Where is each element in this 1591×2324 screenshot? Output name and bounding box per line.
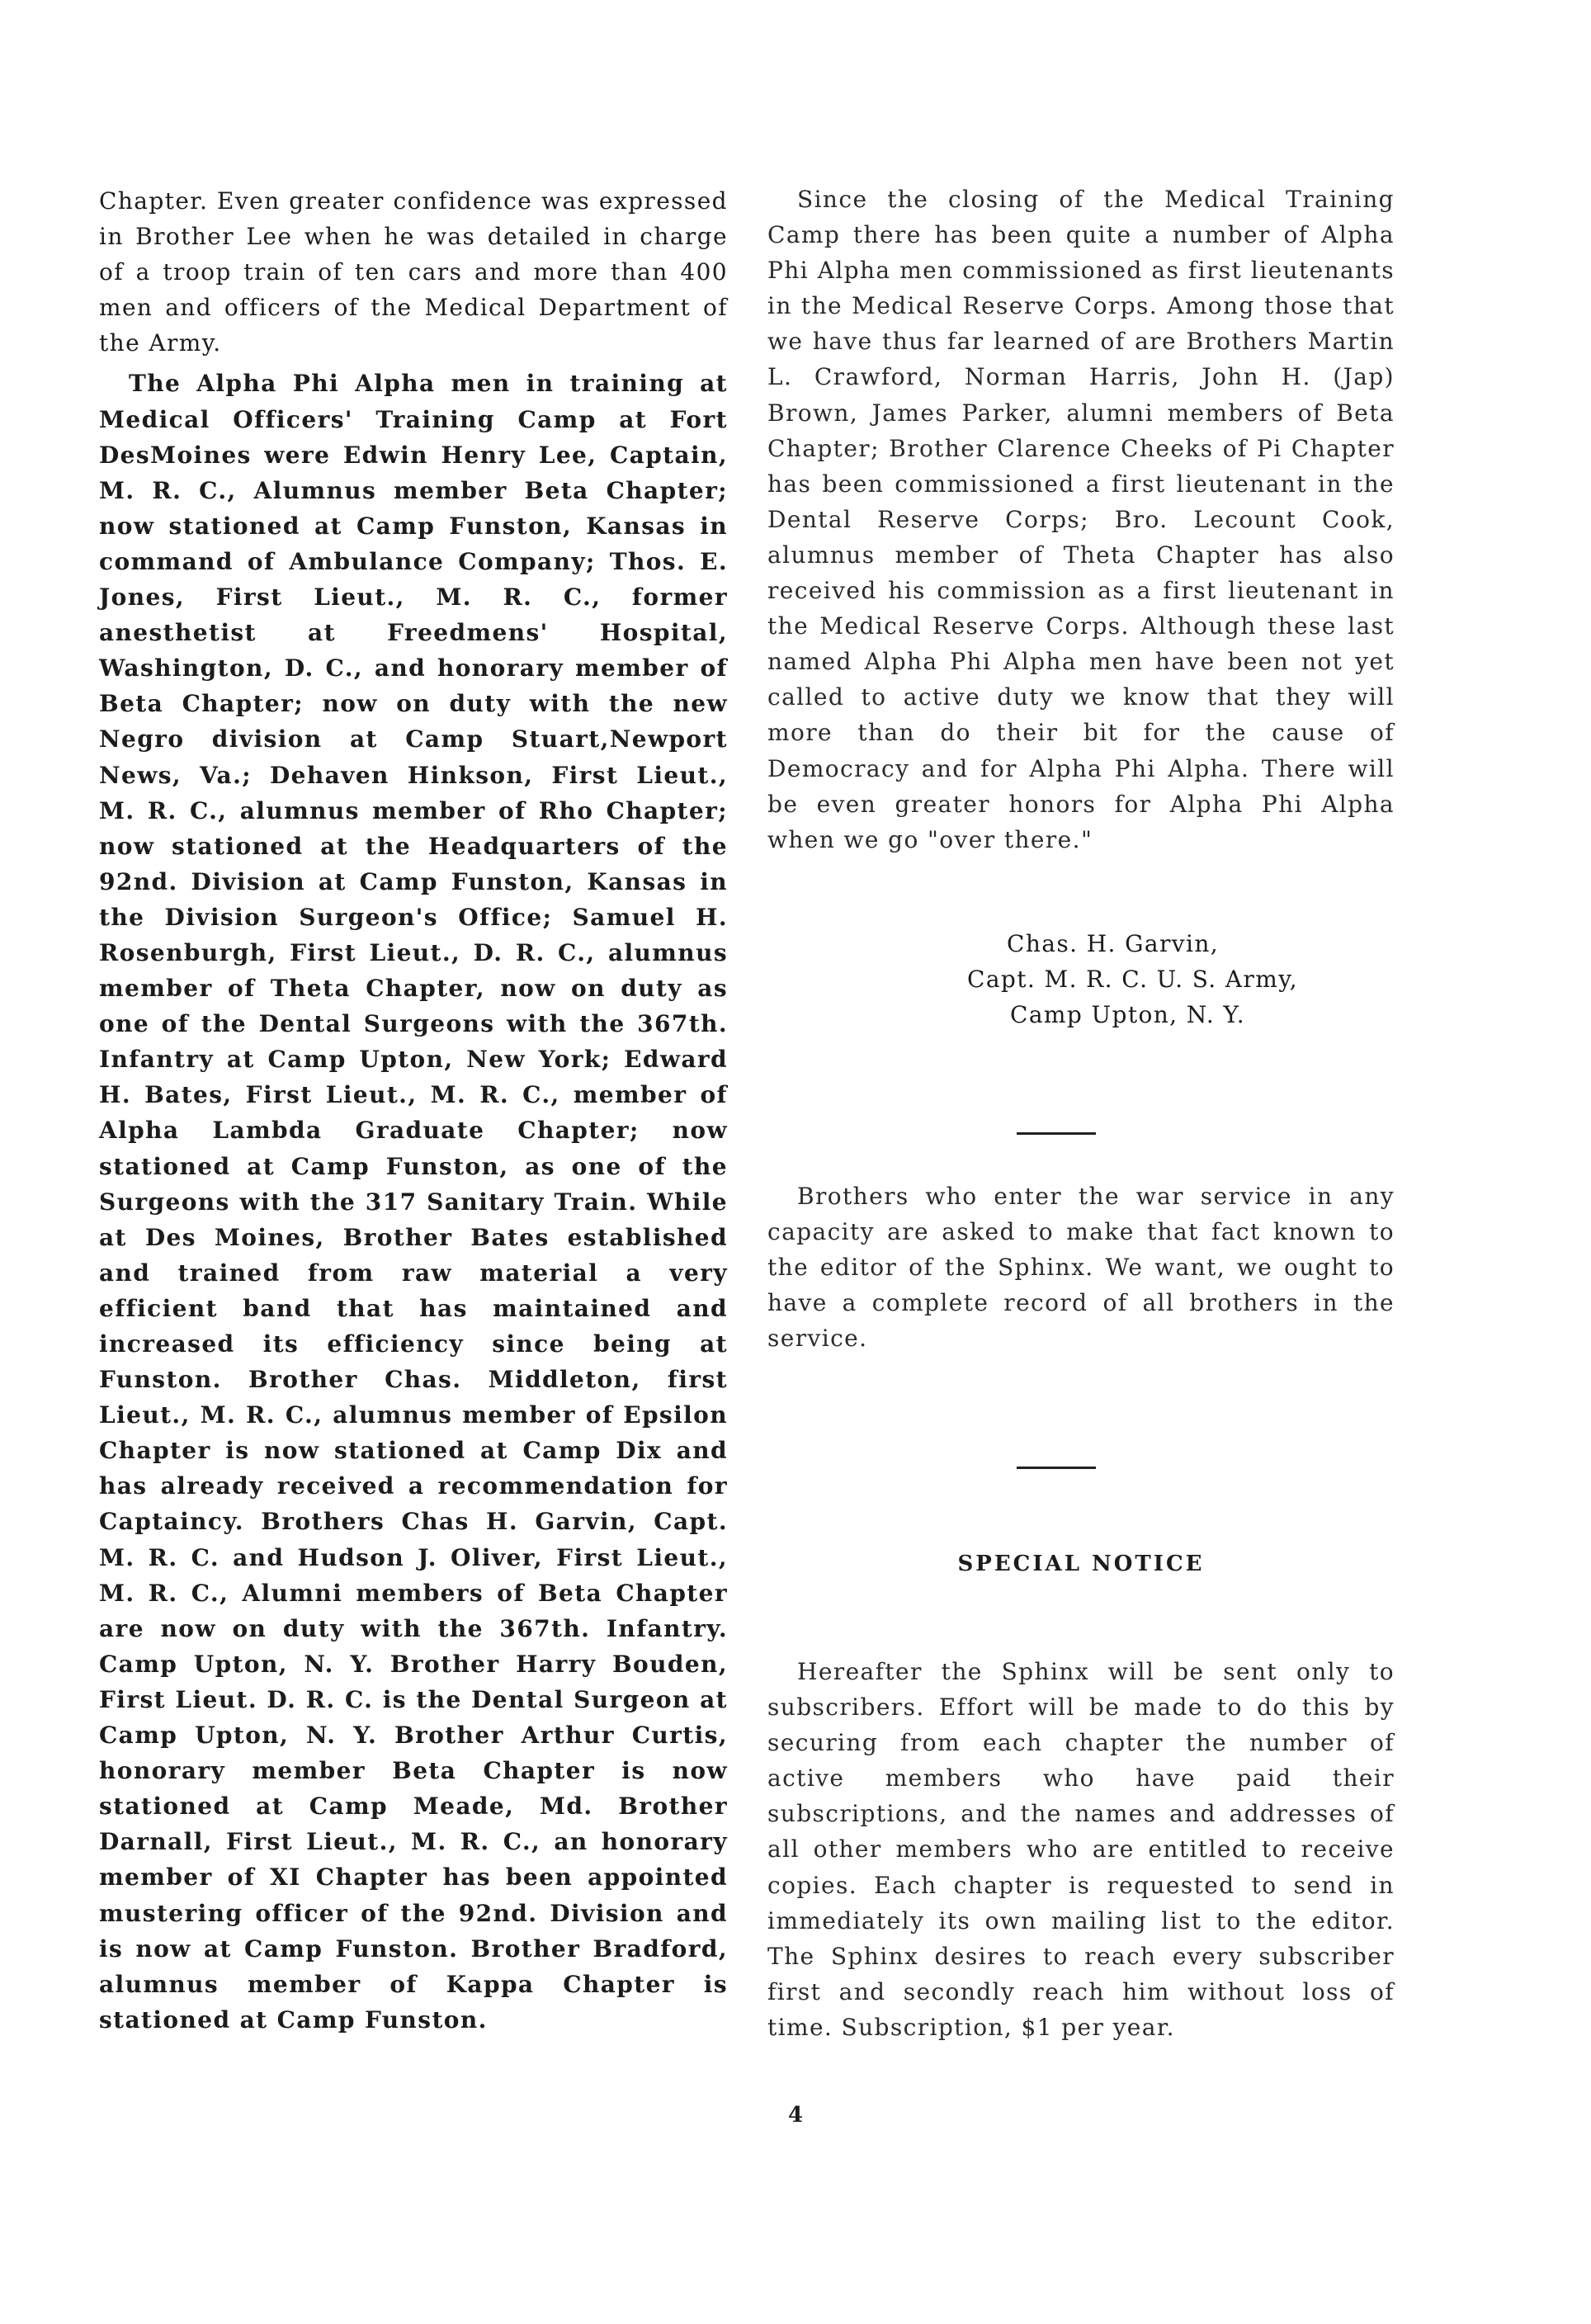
signature-rank: Capt. M. R. C. U. S. Army,	[967, 966, 1299, 993]
left-paragraph-2: The Alpha Phi Alpha men in training at Medical Officers' Training Camp at Fort DesMoines were Edwin Henry Lee, Captain, M. R. C., Alumnus member Beta Chapter; now stationed at Camp Funston, Kansas in command of Ambulance Company; Thos. E. Jones, First Lieut., M. R. C., former anesthetist at Freedmens' Hospital, Washington, D. C., and honorary member of Beta Chapter; now on duty with the new Negro division at Camp Stuart,Newport News, Va.; Dehaven Hinkson, First Lieut., M. R. C., alumnus member of Rho Chapter; now stationed at the Headquarters of the 92nd. Division at Camp Funston, Kansas in the Division Surgeon's Office; Samuel H. Rosenburgh, First Lieut., D. R. C., alumnus member of Theta Chapter, now on duty as one of the Dental Surgeons with the 367th. Infantry at Camp Upton, New York; Edward H. Bates, First Lieut., M. R. C., member of Alpha Lambda Graduate Chapter; now stationed at Camp Funston, as one of the Surgeons with the 317 Sanitary Train. While at Des Moines, Brother Bates established and trained from raw material a very efficient band that has maintained and increased its efficiency since being at Funston. Brother Chas. Middleton, first Lieut., M. R. C., alumnus member of Epsilon Chapter is now stationed at Camp Dix and has already received a recommendation for Captaincy. Brothers Chas H. Garvin, Capt. M. R. C. and Hudson J. Oliver, First Lieut., M. R. C., Alumni members of Beta Chapter are now on duty with the 367th. Infantry. Camp Upton, N. Y. Brother Harry Bouden, First Lieut. D. R. C. is the Dental Surgeon at Camp Upton, N. Y. Brother Arthur Curtis, honorary member Beta Chapter is now stationed at Camp Meade, Md. Brother Darnall, First Lieut., M. R. C., an honorary member of XI Chapter has been appointed mustering officer of the 92nd. Division and is now at Camp Funston. Brother Bradford, alumnus member of Kappa Chapter is stationed at Camp Funston.	[99, 370, 728, 2034]
special-notice-heading: SPECIAL NOTICE	[957, 1552, 1205, 1576]
right-paragraph-3: Hereafter the Sphinx will be sent only to subscribers. Effort will be made to do this by securing from each chapter the number of active members who have paid their subscriptions, and the names and addresses of all other members who are entitled to receive copies. Each chapter is requested to send in immediately its own mailing list to the editor. The Sphinx desires to reach every subscriber first and secondly reach him without loss of time. Subscription, $1 per year.	[767, 1658, 1395, 2041]
signature-block	[967, 926, 1299, 1032]
signature-name: Chas. H. Garvin,	[1007, 930, 1220, 957]
war-service-section	[767, 1179, 1395, 1356]
right-paragraph-2: Brothers who enter the war service in any capacity are asked to make that fact known to the editor of the Sphinx. We want, we ought to have a complete record of all brothers in the service.	[767, 1183, 1395, 1353]
signature-location: Camp Upton, N. Y.	[1010, 1001, 1246, 1028]
page-number: 4	[787, 2103, 804, 2128]
right-column-top	[767, 182, 1395, 857]
special-notice-section	[767, 1654, 1395, 2045]
section-divider-2	[1017, 1467, 1096, 1469]
left-column	[99, 183, 728, 2038]
left-paragraph-1: Chapter. Even greater confidence was expressed in Brother Lee when he was detailed in charge of a troop train of ten cars and more than 400 men and officers of the Medical Department of the Army.	[99, 187, 728, 357]
right-paragraph-1: Since the closing of the Medical Training Camp there has been quite a number of Alpha Phi Alpha men commissioned as first lieutenants in the Medical Reserve Corps. Among those that we have thus far learned of are Brothers Martin L. Crawford, Norman Harris, John H. (Jap) Brown, James Parker, alumni members of Beta Chapter; Brother Clarence Cheeks of Pi Chapter has been commissioned a first lieutenant in the Dental Reserve Corps; Bro. Lecount Cook, alumnus member of Theta Chapter has also received his commission as a first lieutenant in the Medical Reserve Corps. Although these last named Alpha Phi Alpha men have been not yet called to active duty we know that they will more than do their bit for the cause of Democracy and for Alpha Phi Alpha. There will be even greater honors for Alpha Phi Alpha when we go "over there."	[767, 186, 1395, 853]
section-divider-1	[1017, 1132, 1096, 1135]
